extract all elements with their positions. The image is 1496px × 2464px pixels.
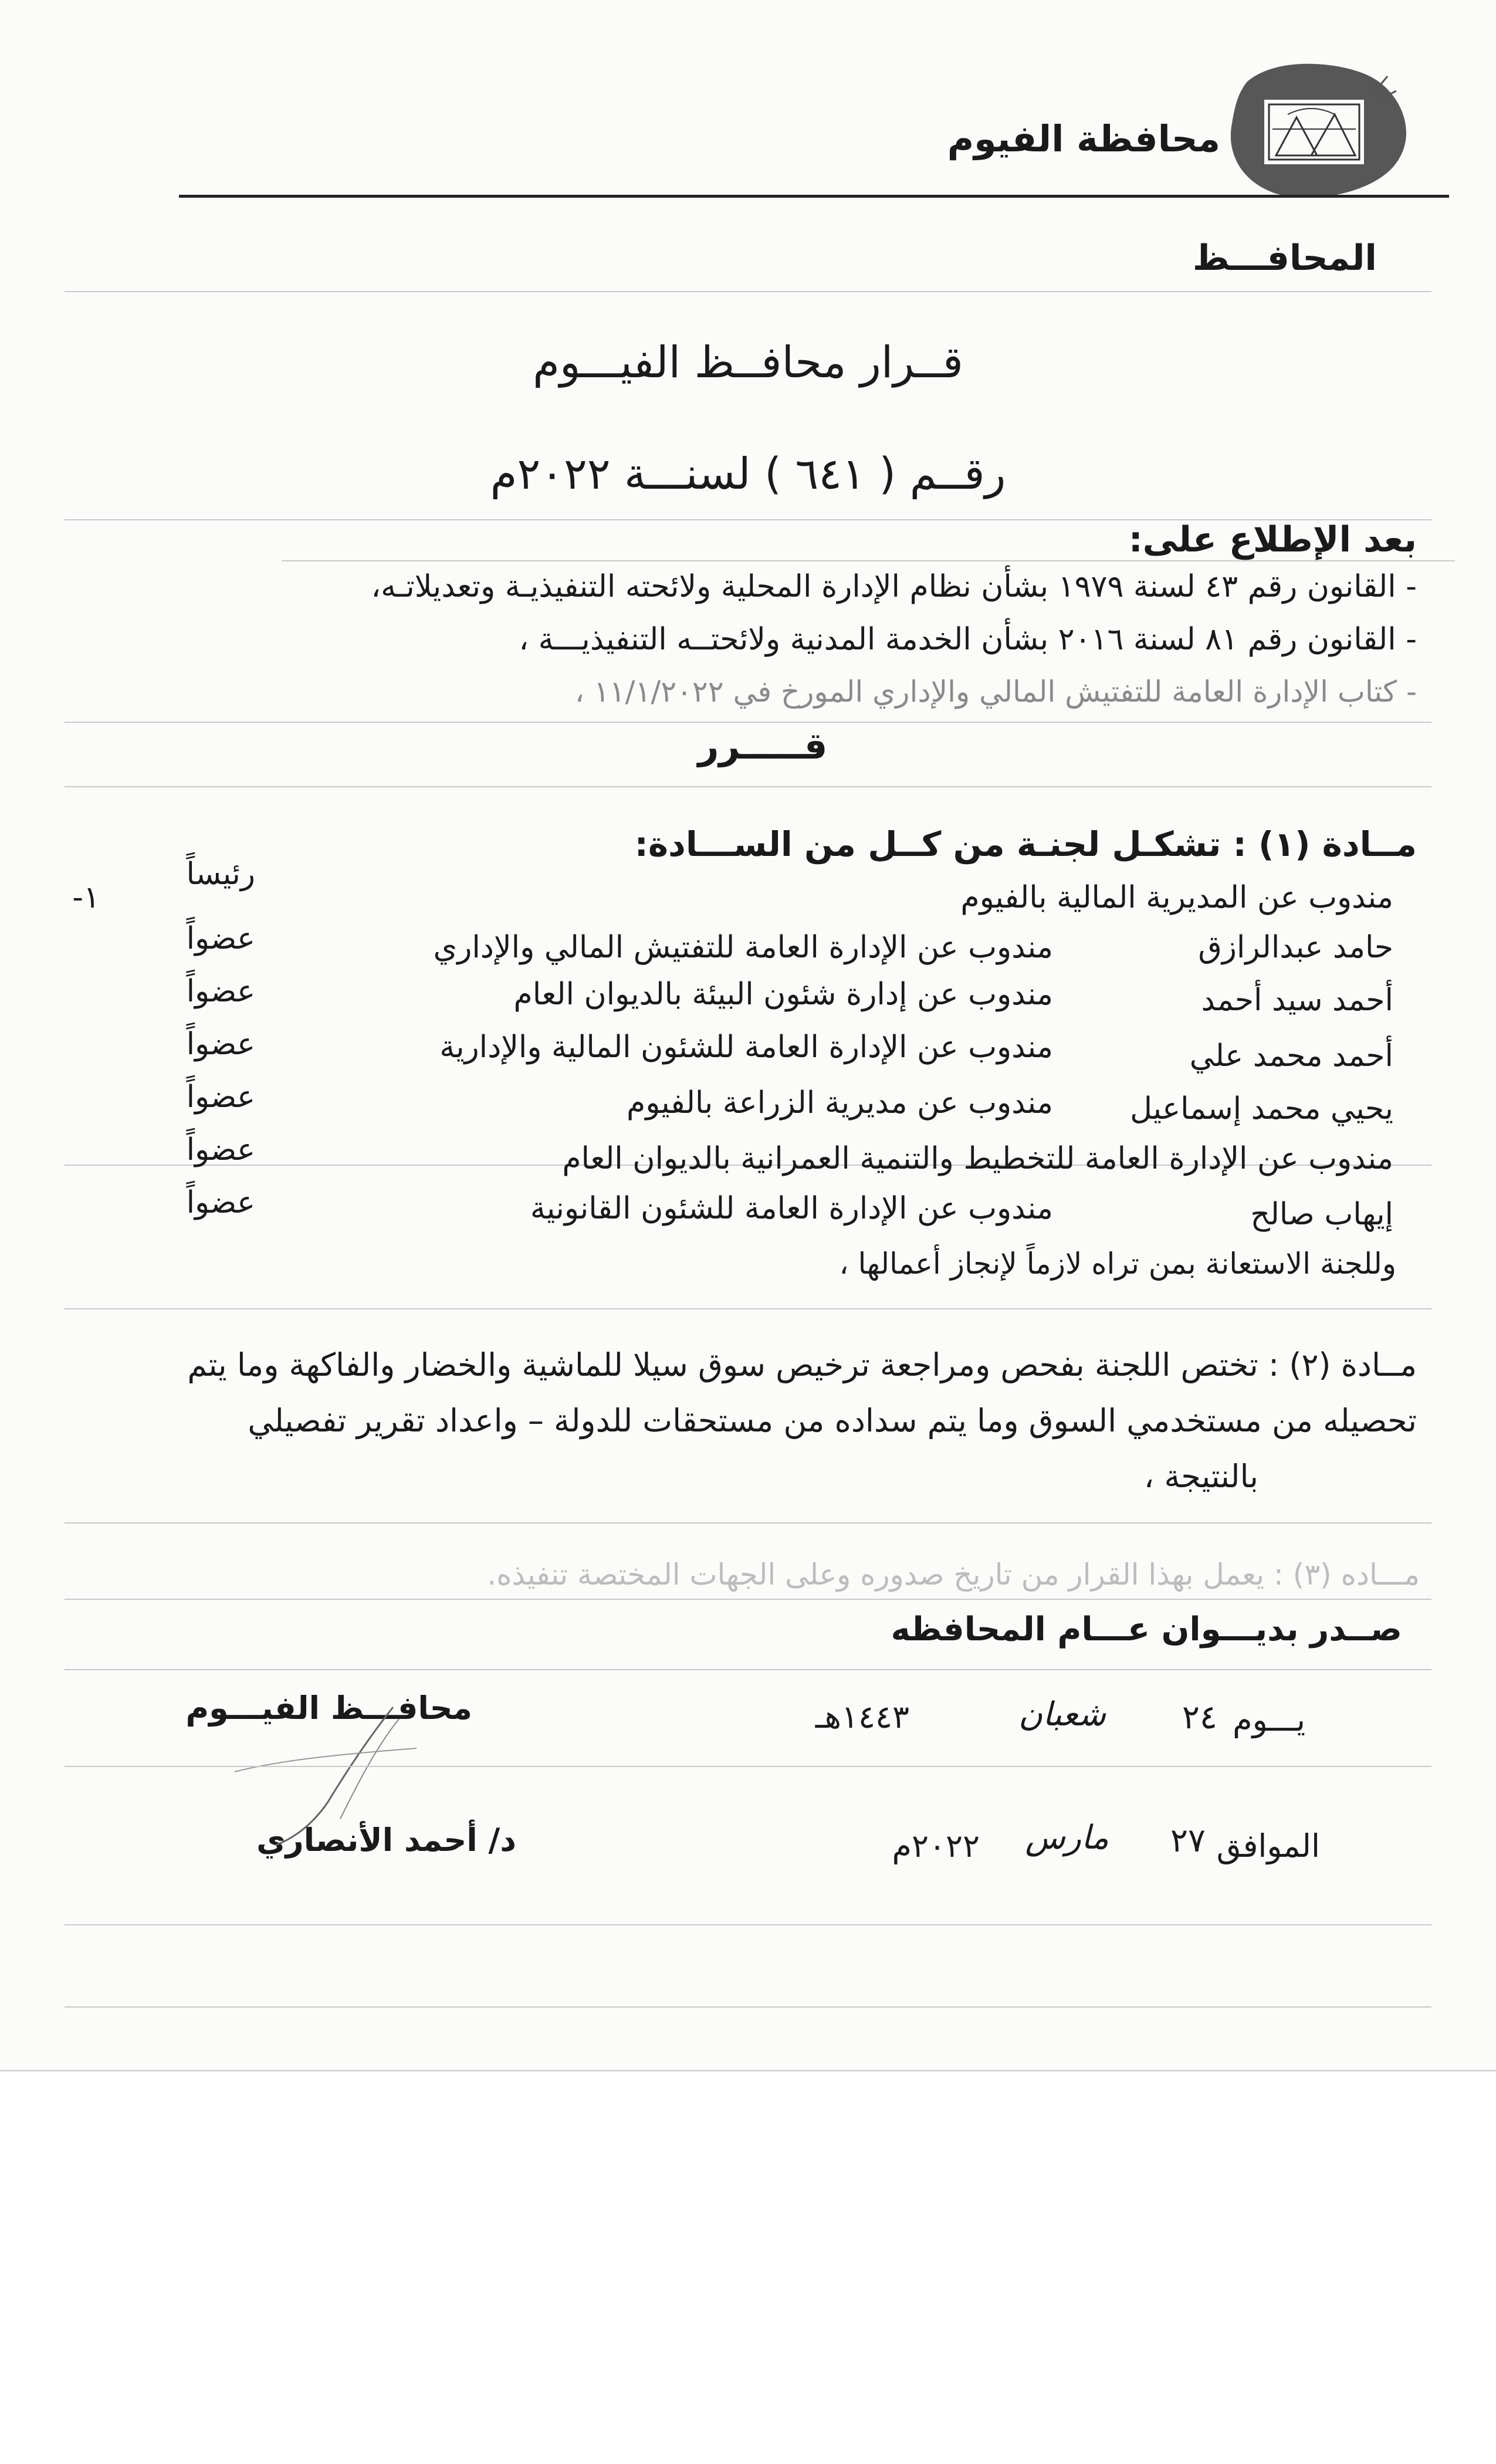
preamble-heading: بعد الإطلاع على:	[1128, 519, 1417, 560]
member-role: عضواً	[186, 1132, 255, 1167]
gregorian-date-month: مارس	[1025, 1819, 1109, 1857]
decision-word: قـــــرر	[698, 725, 828, 767]
article-2-text: بالنتيجة ،	[1143, 1458, 1258, 1495]
header-rule	[179, 195, 1449, 198]
gregorian-date-day: ٢٧	[1170, 1822, 1206, 1860]
ruled-line	[65, 2006, 1431, 2008]
member-name: إيهاب صالح	[1250, 1197, 1393, 1232]
committee-note: وللجنة الاستعانة بمن تراه لازماً لإنجاز أعمالها ،	[839, 1247, 1396, 1281]
ruled-line	[65, 1924, 1431, 1925]
member-role: رئيساً	[186, 857, 255, 892]
gregorian-date-year: ٢٠٢٢م	[892, 1827, 980, 1864]
member-name: مندوب عن الإدارة العامة للتخطيط والتنمية العمرانية بالديوان العام	[562, 1141, 1393, 1176]
article-2-text: مــادة (٢) : تختص اللجنة بفحص ومراجعة ترخيص سوق سيلا للماشية والخضار والفاكهة وما يتم	[187, 1346, 1417, 1383]
member-name: حامد عبدالرازق	[1198, 930, 1393, 965]
ruled-line	[65, 291, 1431, 292]
decision-number: رقــم ( ٦٤١ ) لسنـــة ٢٠٢٢م	[490, 449, 1006, 499]
article-1-heading: مــادة (١) : تشكـل لجنـة من كــل من الســـادة:	[634, 824, 1417, 864]
member-affiliation: مندوب عن الإدارة العامة للتفتيش المالي والإداري	[433, 930, 1053, 965]
ruled-line	[282, 560, 1455, 561]
member-name: مندوب عن المديرية المالية بالفيوم	[960, 880, 1393, 915]
governorate-name: محافظة الفيوم	[947, 117, 1220, 160]
gregorian-date-label: الموافق	[1216, 1827, 1320, 1864]
member-name: أحمد سيد أحمد	[1201, 983, 1393, 1018]
preamble-item: - القانون رقم ٨١ لسنة ٢٠١٦ بشأن الخدمة المدنية ولائحتــه التنفيذيـــة ،	[519, 622, 1417, 657]
governor-office-label: المحافـــظ	[1192, 238, 1377, 279]
member-affiliation: مندوب عن مديرية الزراعة بالفيوم	[627, 1085, 1053, 1121]
hijri-date-label: يـــوم	[1233, 1701, 1305, 1738]
member-role: عضواً	[186, 974, 255, 1009]
ruled-line	[65, 1308, 1431, 1309]
member-role: عضواً	[186, 1185, 255, 1220]
signatory-name: د/ أحمد الأنصاري	[256, 1822, 516, 1859]
ruled-line	[65, 786, 1431, 787]
hijri-date-year: ١٤٤٣هـ	[815, 1698, 909, 1735]
member-affiliation: مندوب عن إدارة شئون البيئة بالديوان العام	[513, 977, 1053, 1012]
member-affiliation: مندوب عن الإدارة العامة للشئون المالية والإدارية	[439, 1030, 1053, 1065]
member-affiliation: مندوب عن الإدارة العامة للشئون القانونية	[530, 1191, 1053, 1226]
preamble-item: - كتاب الإدارة العامة للتفتيش المالي والإداري المورخ في ١١/١/٢٠٢٢ ،	[574, 675, 1417, 709]
governorate-emblem-logo	[1223, 59, 1423, 205]
article-2-text: تحصيله من مستخدمي السوق وما يتم سداده من مستحقات للدولة – واعداد تقرير تفصيلي	[248, 1402, 1417, 1439]
hijri-date-day: ٢٤	[1182, 1698, 1217, 1737]
signatory-title: محافـــظ الفيـــوم	[185, 1690, 472, 1727]
member-name: يحيي محمد إسماعيل	[1130, 1091, 1393, 1126]
page-bottom-edge	[0, 2070, 1496, 2072]
ruled-line	[65, 1522, 1431, 1524]
member-role: عضواً	[186, 1079, 255, 1115]
ruled-line	[65, 1599, 1431, 1600]
ruled-line	[65, 722, 1431, 723]
ruled-line	[65, 1766, 1431, 1767]
handwritten-signature	[223, 1701, 434, 1854]
hijri-date-month: شعبان	[1018, 1695, 1106, 1734]
member-number: ١-	[72, 880, 100, 915]
preamble-item: - القانون رقم ٤٣ لسنة ١٩٧٩ بشأن نظام الإدارة المحلية ولائحته التنفيذيـة وتعديلاتـه،	[371, 569, 1417, 604]
member-name: أحمد محمد علي	[1189, 1038, 1393, 1074]
ruled-line	[65, 1669, 1431, 1670]
issued-at-line: صــدر بديـــوان عـــام المحافظه	[891, 1610, 1402, 1649]
decision-title: قــرار محافــظ الفيـــوم	[533, 337, 963, 388]
article-3-text: مـــاده (٣) : يعمل بهذا القرار من تاريخ صدوره وعلى الجهات المختصة تنفيذه.	[487, 1558, 1420, 1592]
member-role: عضواً	[186, 1027, 255, 1062]
member-role: عضواً	[186, 921, 255, 956]
